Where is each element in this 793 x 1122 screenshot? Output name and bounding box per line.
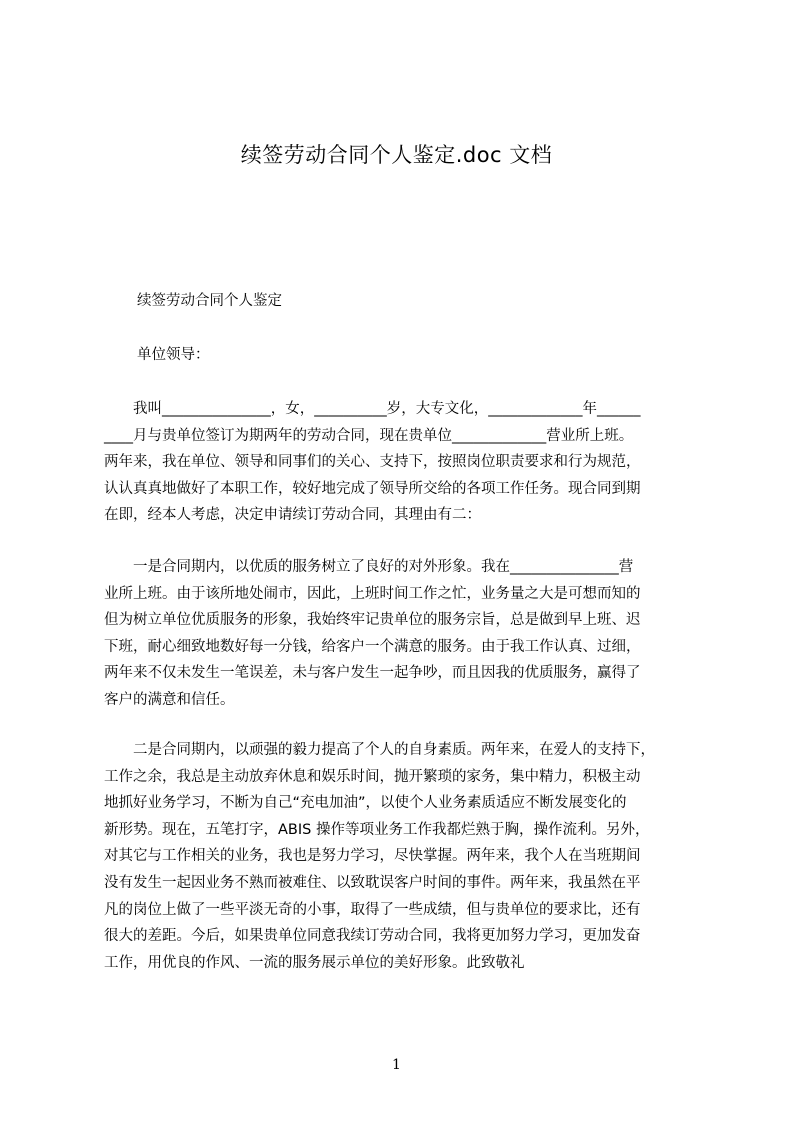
paragraph-line: 一是合同期内，以优质的服务树立了良好的对外形象。我在_______________营 bbox=[104, 559, 634, 575]
paragraph-line: 没有发生一起因业务不熟而被难住、以致耽误客户时间的事件。两年来，我虽然在平 bbox=[104, 874, 641, 891]
paragraph-line: 对其它与工作相关的业务，我也是努力学习，尽快掌握。两年来，我个人在当班期间 bbox=[104, 848, 641, 865]
page-number: 1 bbox=[392, 1057, 401, 1073]
paragraph-1 bbox=[104, 396, 704, 529]
paragraph-line: 我叫_______________，女，__________岁，大专文化，_____________年______ bbox=[104, 401, 641, 417]
paragraph-line: 下班，耐心细致地数好每一分钱，给客户一个满意的服务。由于我工作认真、过细， bbox=[104, 638, 641, 655]
paragraph-line: 工作之余，我总是主动放弃休息和娱乐时间，抛开繁琐的家务，集中精力，积极主动 bbox=[104, 768, 641, 785]
document-subtitle: 续签劳动合同个人鉴定 bbox=[137, 293, 282, 309]
paragraph-line: 地抓好业务学习，不断为自己“充电加油”，以使个人业务素质适应不断发展变化的 bbox=[104, 795, 627, 812]
paragraph-line: ____月与贵单位签订为期两年的劳动合同，现在贵单位_____________营业所上班。 bbox=[104, 427, 634, 444]
document-title: 续签劳动合同个人鉴定.doc 文档 bbox=[240, 143, 553, 167]
paragraph-3 bbox=[104, 737, 704, 976]
paragraph-line: 二是合同期内，以顽强的毅力提高了个人的自身素质。两年来，在爱人的支持下， bbox=[104, 742, 655, 758]
paragraph-line: 业所上班。由于该所地处闹市，因此，上班时间工作之忙，业务量之大是可想而知的 bbox=[104, 585, 641, 602]
paragraph-line: 在即，经本人考虑，决定申请续订劳动合同，其理由有二： bbox=[104, 507, 481, 524]
salutation: 单位领导： bbox=[137, 347, 210, 363]
paragraph-line: 客户的满意和信任。 bbox=[104, 691, 235, 708]
paragraph-line: 两年来，我在单位、领导和同事们的关心、支持下，按照岗位职责要求和行为规范， bbox=[104, 454, 641, 471]
paragraph-line: 工作，用优良的作风、一流的服务展示单位的美好形象。此致敬礼 bbox=[104, 954, 525, 971]
paragraph-line: 凡的岗位上做了一些平淡无奇的小事，取得了一些成绩，但与贵单位的要求比，还有 bbox=[104, 901, 641, 918]
paragraph-line: 两年来不仅未发生一笔误差，未与客户发生一起争吵，而且因我的优质服务，赢得了 bbox=[104, 665, 641, 682]
paragraph-line: 但为树立单位优质服务的形象，我始终牢记贵单位的服务宗旨，总是做到早上班、迟 bbox=[104, 612, 641, 629]
paragraph-line: 认认真真地做好了本职工作，较好地完成了领导所交给的各项工作任务。现合同到期 bbox=[104, 480, 641, 497]
paragraph-line: 新形势。现在，五笔打字，ABIS 操作等项业务工作我都烂熟于胸，操作流利。另外， bbox=[104, 821, 650, 838]
paragraph-line: 很大的差距。今后，如果贵单位同意我续订劳动合同，我将更加努力学习，更加发奋 bbox=[104, 928, 641, 945]
paragraph-2 bbox=[104, 554, 704, 714]
